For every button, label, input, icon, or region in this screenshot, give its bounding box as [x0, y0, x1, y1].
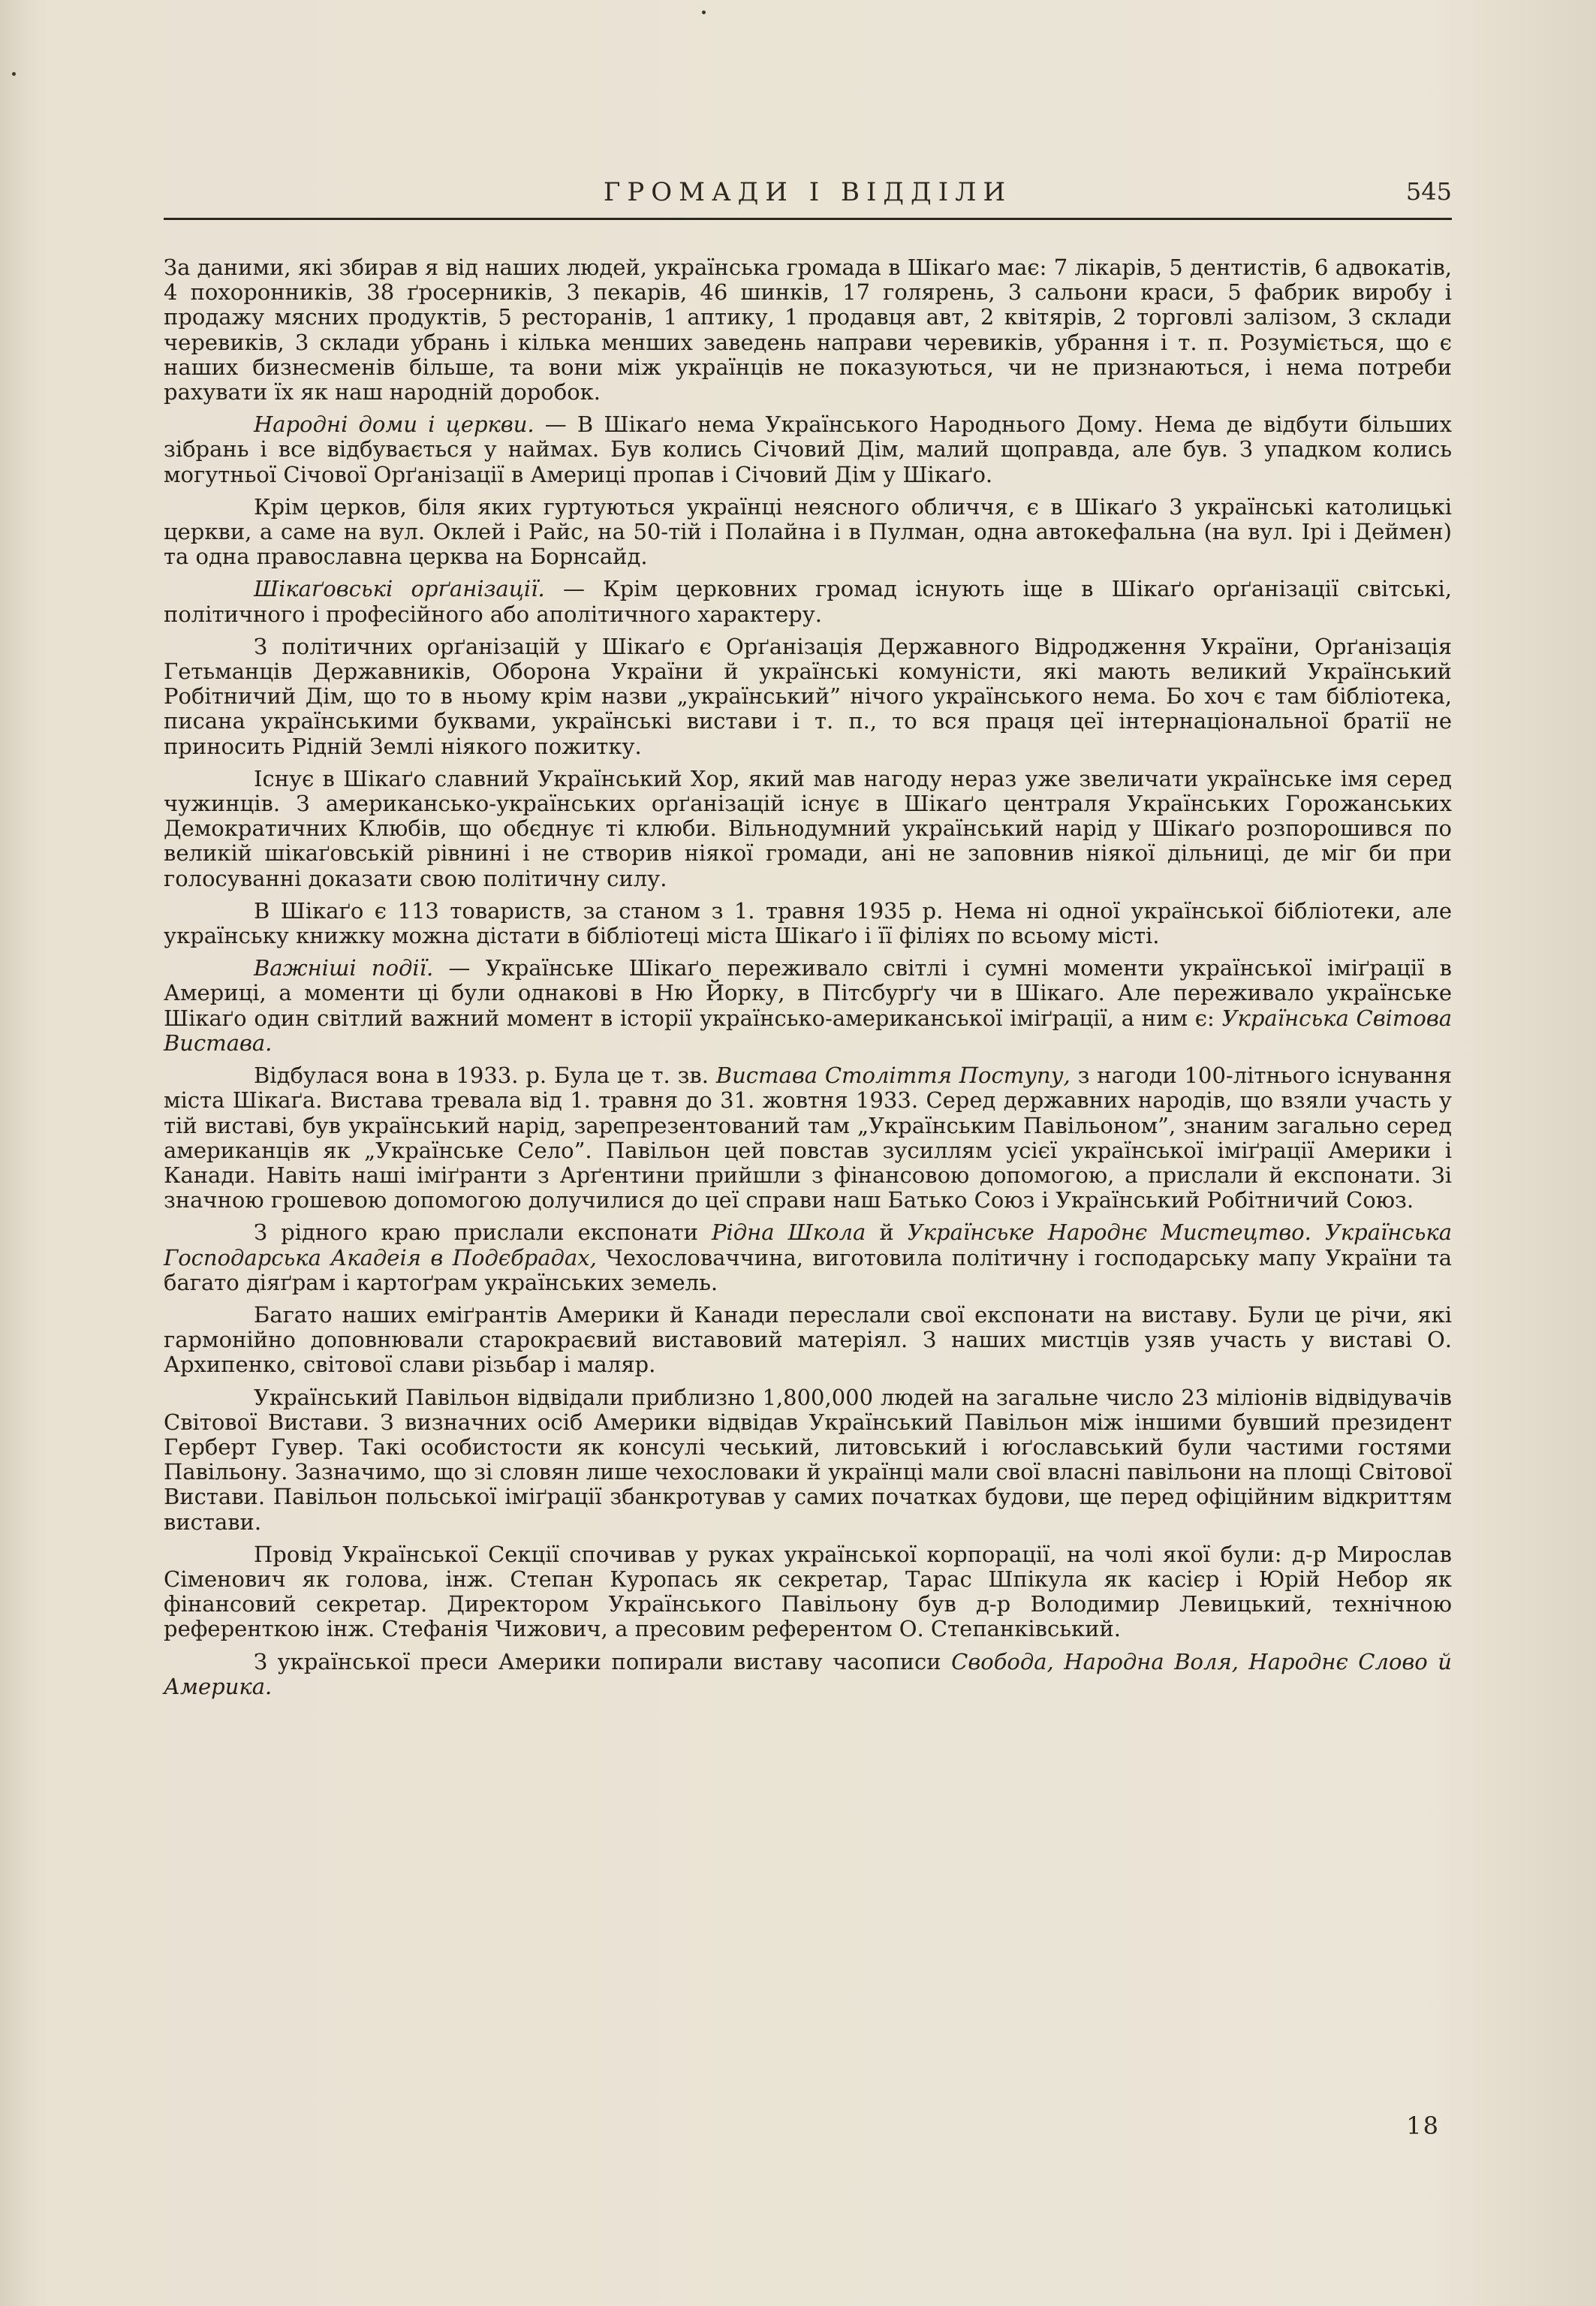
text-run: й	[866, 1219, 908, 1246]
paragraph	[164, 1063, 1452, 1213]
body-text	[164, 255, 1452, 1707]
page-header	[164, 173, 1452, 220]
paragraph	[164, 899, 1452, 948]
paragraph	[164, 635, 1452, 759]
text-run: З рідного краю прислали експонати	[254, 1219, 712, 1246]
italic-text: Українське Народнє Мистецтво. Українська Господарська Акадеія в Подєбрадах,	[164, 1219, 1453, 1271]
text-run: Відбулася вона в 1933. р. Була це т. зв.	[254, 1063, 716, 1089]
italic-text: Важніші події.	[254, 955, 434, 981]
paragraph	[164, 1542, 1452, 1642]
text-run: З української преси Америки попирали виставу часописи	[254, 1648, 952, 1674]
italic-text: Шікаґовські орґанізації.	[254, 576, 545, 602]
paragraph	[164, 1650, 1452, 1699]
text-run: Український Павільон відвідали приблизно 1,800,000 людей на загальне число 23 міліонів відвідувачів Світової Вистави. З визначних осіб Америки відвідав Український Павільон між іншими бувший президент Герберт Гувер. Такі особистости як консулі чеський, литовський і юґославський були частими гостями Павільону. Зазначимо, що зі словян лише чехословаки й українці мали свої власні павільони на площі Світової Вистави. Павільон польської іміґрації збанкротував у самих початках будови, ще перед офіційним відкриттям вистави.	[164, 1384, 1452, 1535]
paragraph	[164, 412, 1452, 487]
text-run: Багато наших еміґрантів Америки й Канади переслали свої експонати на виставу. Були це річи, які гармонійно доповнювали старокраєвий виставовий матеріял. З наших мистців узяв участь у виставі О. Архипенко, світової слави різьбар і маляр.	[164, 1301, 1452, 1378]
text-run: — В Шікаґо нема Українського Народнього Дому. Нема де відбути більших зібрань і все відбувається у наймах. Був колись Січовий Дім, малий щоправда, але був. З упадком колись могутньої Січової Орґанізації в Америці пропав і Січовий Дім у Шікаґо.	[164, 411, 1452, 487]
paragraph	[164, 1220, 1452, 1295]
paragraph	[164, 1385, 1452, 1535]
text-run: За даними, які збирав я від наших людей, українська громада в Шікаґо має: 7 лікарів, 5 дентистів, 6 адвокатів, 4 похоронників, 38 ґросерників, 3 пекарів, 46 шинків, 17 голярень, 3 сальони краси, 5 фабрик виробу і продажу мясних продуктів, 5 ресторанів, 1 аптику, 1 продавця авт, 2 квітярів, 2 торговлі залізом, 3 склади черевиків, 3 склади убрань і кілька менших заведень направи черевиків, убрання і т. п. Розуміється, що є наших бизнесменів більше, та вони між українців не показуються, чи не признаються, і нема потреби рахувати їх як наш народній доробок.	[164, 255, 1452, 405]
italic-text: Українська Світова Вистава.	[164, 1005, 1452, 1056]
signature-mark: 18	[1406, 2112, 1440, 2140]
text-run: — Українське Шікаґо переживало світлі і сумні моменти української іміґрації в Америці, а моменти ці були однакові в Ню Йорку, в Пітсбурґу чи в Шікаго. Але переживало українське Шікаґо один світлий важний момент в історії українсько-американської іміґрації, а ним є:	[164, 955, 1452, 1031]
italic-text: Вистава Століття Поступу,	[715, 1063, 1071, 1089]
paragraph	[164, 495, 1452, 570]
italic-text: Народні доми і церкви.	[254, 411, 535, 438]
running-title: ГРОМАДИ І ВІДДІЛИ	[603, 177, 1013, 207]
text-run: Існує в Шікаґо славний Український Хор, який мав нагоду нераз уже звеличати українське імя серед чужинців. З американсько-українських орґанізацій існує в Шікаґо централя Українських Горожанських Демократичних Клюбів, що обєднує ті клюби. Вільнодумний український нарід у Шікаґо розпорошився по великій шікаґовській рівнині і не створив ніякої громади, ані не заповнив ніякої дільниці, де міг би при голосуванні доказати свою політичну силу.	[164, 765, 1452, 891]
text-run: Крім церков, біля яких гуртуються українці неясного обличчя, є в Шікаґо 3 українські католицькі церкви, а саме на вул. Оклей і Райс, на 50-тій і Полайна і в Пулман, одна автокефальна (на вул. Ірі і Деймен) та одна православна церква на Борнсайд.	[164, 493, 1452, 570]
ink-speck	[12, 72, 16, 76]
paragraph	[164, 577, 1452, 626]
paragraph	[164, 255, 1452, 405]
italic-text: Рідна Школа	[712, 1219, 866, 1246]
text-run: — Крім церковних громад існують іще в Шікаґо орґанізації світські, політичного і професійного або аполітичного характеру.	[164, 576, 1453, 627]
text-run: Чехословаччина, виготовила політичну і господарську мапу України та багато діяґрам і картоґрам українських земель.	[164, 1244, 1452, 1295]
paragraph	[164, 1303, 1452, 1378]
italic-text: Свобода, Народна Воля, Народнє Слово й Америка.	[164, 1648, 1452, 1699]
text-run: З політичних орґанізацій у Шікаґо є Орґанізація Державного Відродження України, Орґанізація Гетьманців Державників, Оборона України й українські комуністи, які мають великий Український Робітничий Дім, що то в ньому крім назви „український” нічого українського нема. Бо хоч є там бібліотека, писана українськими буквами, українські вистави і т. п., то вся праця цеї інтернаціональної братії не приносить Рідній Землі ніякого пожитку.	[164, 633, 1452, 759]
text-run: Провід Української Секції спочивав у руках української корпорації, на чолі якої були: д-р Мирослав Сіменович як голова, інж. Степан Куропась як секретар, Тарас Шпікула як касієр і Юрій Небор як фінансовий секретар. Директором Українського Павільону був д-р Володимир Левицький, технічною референткою інж. Стефанія Чижович, а пресовим референтом О. Степанківський.	[164, 1541, 1452, 1642]
paragraph	[164, 767, 1452, 891]
ink-speck	[702, 11, 706, 14]
text-run: з нагоди 100-літнього існування міста Шікаґа. Вистава тревала від 1. травня до 31. жовтня 1933. Серед державних народів, що взяли участь у тій виставі, був український нарід, зарепрезентований там „Українським Павільоном”, знаним загально серед американців як „Українське Село”. Павільон цей повстав зусиллям усієї української іміґрації Америки і Канади. Навіть наші іміґранти з Арґентини прийшли з фінансовою допомогою, а прислали й експонати. Зі значною грошевою допомогою долучилися до цеї справи наш Батько Союз і Український Робітничий Союз.	[164, 1063, 1452, 1213]
paragraph	[164, 956, 1452, 1056]
page-number: 545	[1405, 177, 1452, 206]
text-run: В Шікаґо є 113 товариств, за станом з 1. травня 1935 р. Нема ні одної української бібліотеки, але українську книжку можна дістати в бібліотеці міста Шікаґо і її філіях по всьому місті.	[164, 897, 1452, 949]
